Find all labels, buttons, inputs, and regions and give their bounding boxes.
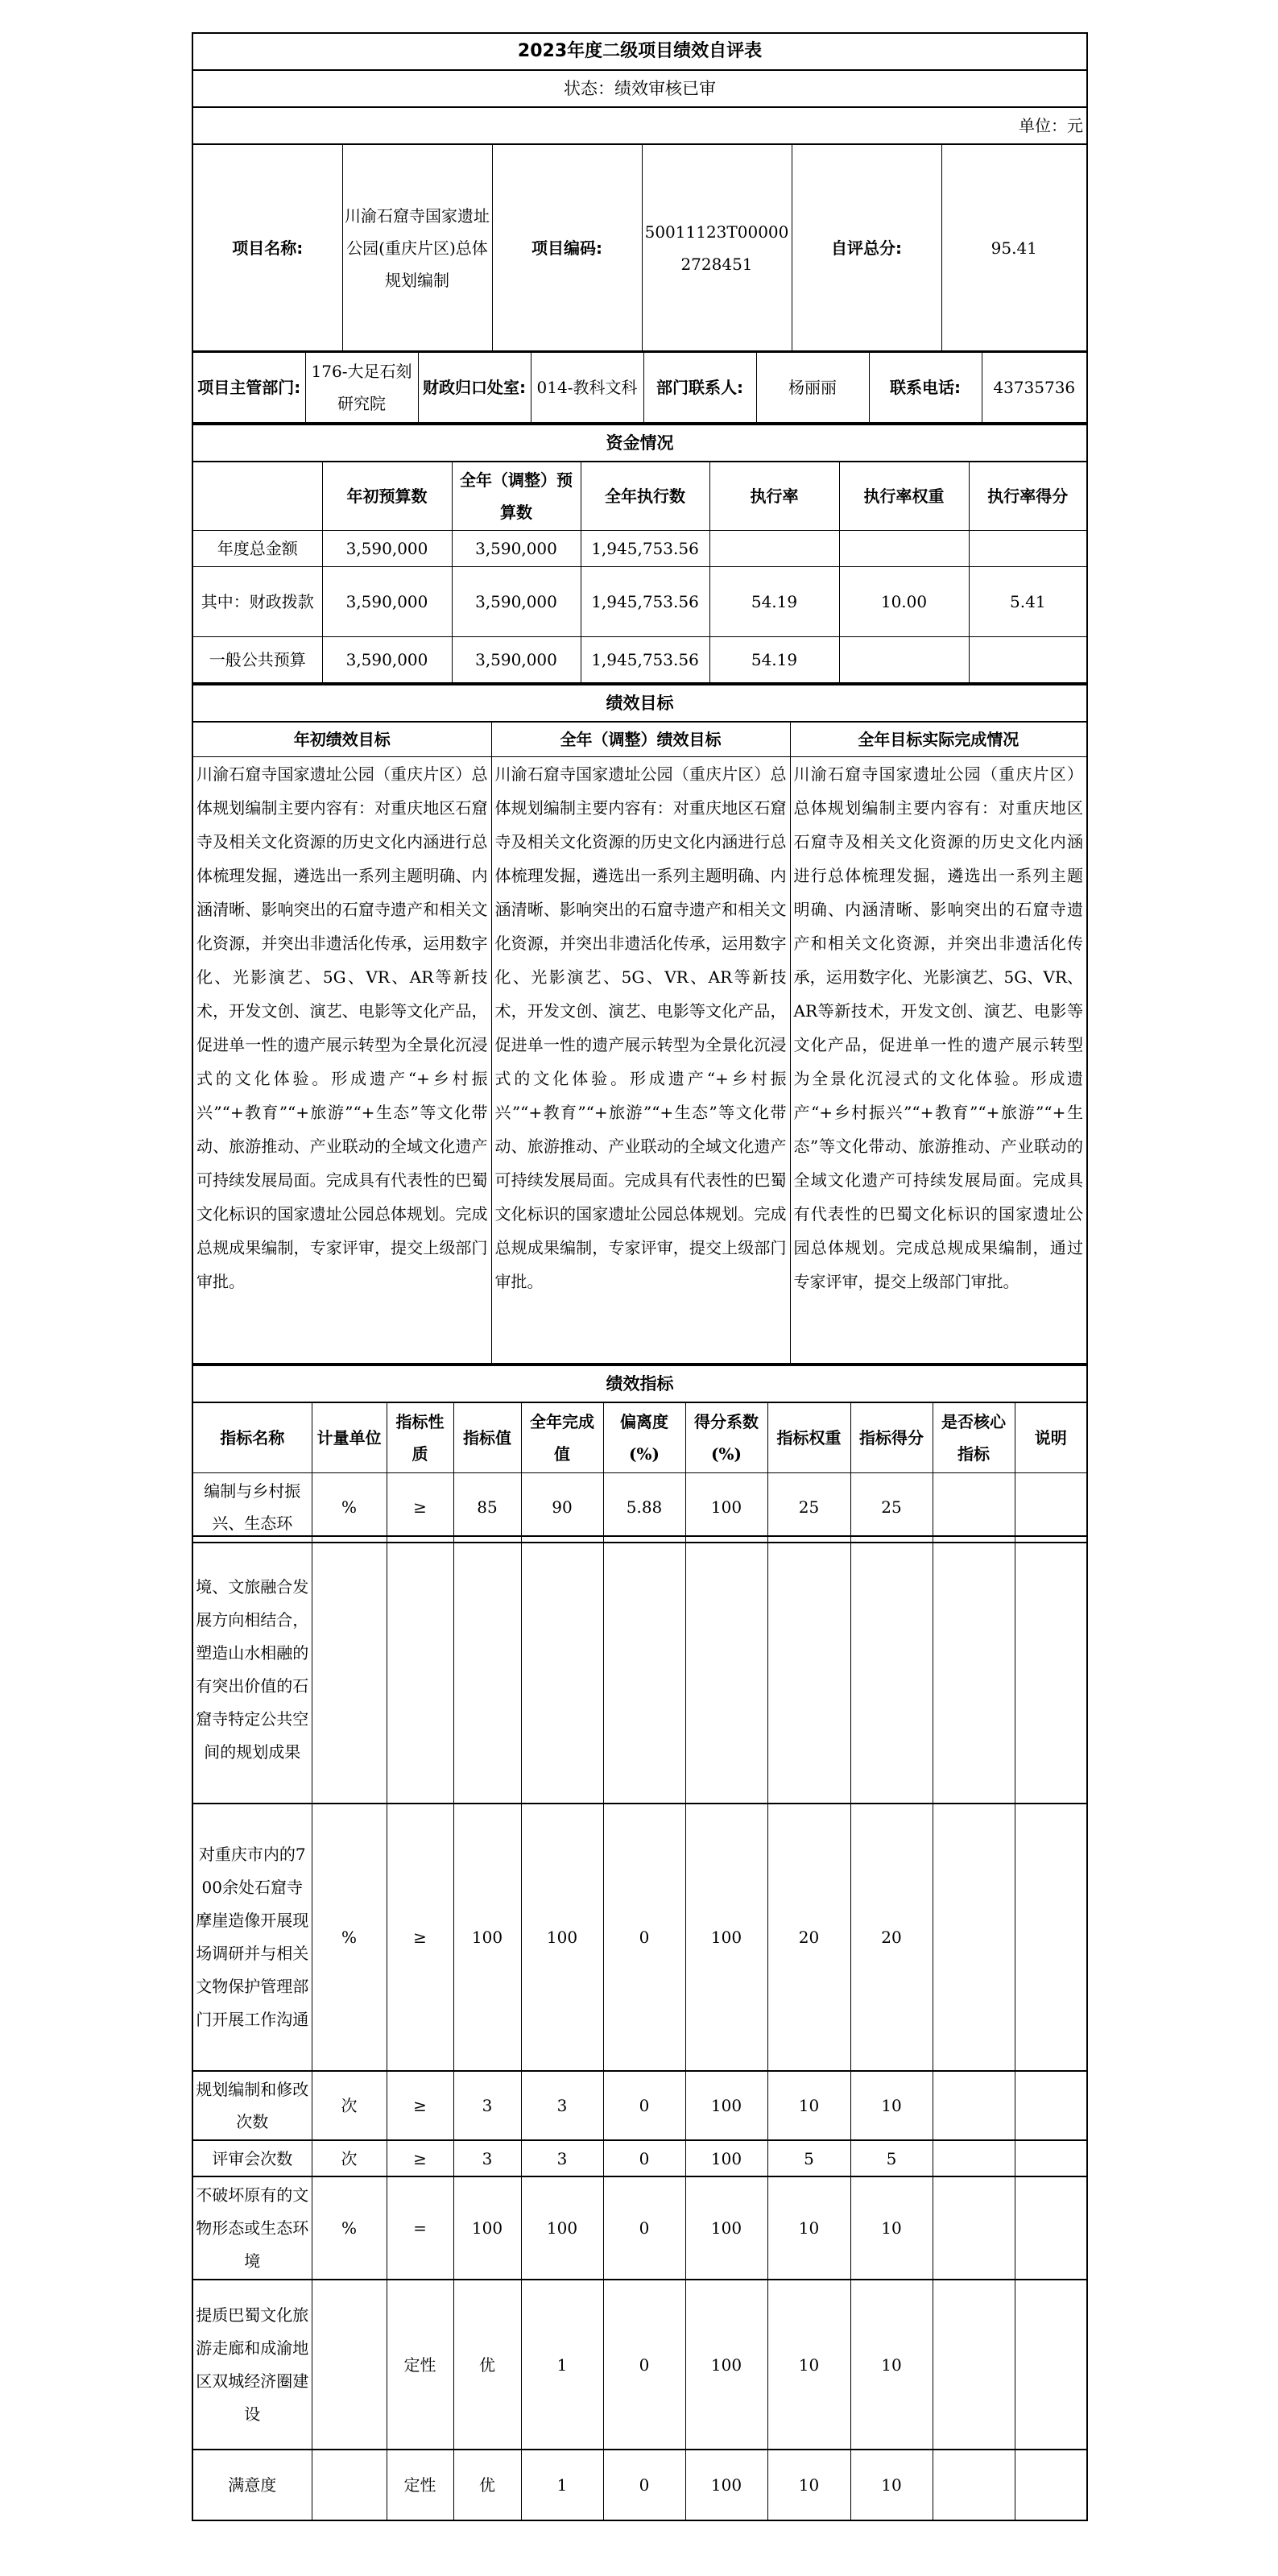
indicator-nature: 定性 (387, 2280, 453, 2450)
indicator-unit: % (312, 1804, 387, 2071)
indicator-deviation: 0 (603, 2071, 685, 2140)
indicator-nature: 定性 (387, 2450, 453, 2520)
goals-col-adjusted: 全年（调整）绩效目标 (491, 722, 790, 757)
indicators-section-title: 绩效指标 (192, 1365, 1087, 1402)
indicator-weight: 5 (767, 2140, 850, 2176)
indicator-core (933, 1804, 1015, 2071)
finance-office-label: 财政归口处室: (418, 353, 531, 423)
indicator-unit: % (312, 2176, 387, 2280)
indicator-weight: 10 (767, 2071, 850, 2140)
indicator-unit (312, 2280, 387, 2450)
indicator-note (1015, 2280, 1087, 2450)
indicator-weight: 10 (767, 2450, 850, 2520)
indicator-row (192, 1473, 1087, 1543)
indicator-name: 评审会次数 (192, 2140, 312, 2176)
finance-office-value: 014-教科文科 (531, 353, 643, 423)
indicator-core (933, 2140, 1015, 2176)
indicator-actual (521, 1536, 603, 1804)
indicator-deviation: 0 (603, 2140, 685, 2176)
indicator-row (192, 2280, 1087, 2450)
self-score-value: 95.41 (941, 144, 1087, 351)
goals-col-initial: 年初绩效目标 (192, 722, 491, 757)
indicator-weight: 20 (767, 1804, 850, 2071)
indicator-weight: 10 (767, 2176, 850, 2280)
funds-col-header: 执行率 (709, 462, 839, 531)
indicator-target: 优 (453, 2280, 521, 2450)
funds-col-header: 全年执行数 (581, 462, 709, 531)
indicator-note (1015, 2450, 1087, 2520)
indicator-nature: ≥ (387, 2071, 453, 2140)
funds-table (192, 424, 1088, 684)
indicator-score: 10 (850, 2176, 933, 2280)
indicator-deviation: 5.88 (603, 1473, 685, 1543)
indicator-actual: 3 (521, 2140, 603, 2176)
project-name-value: 川渝石窟寺国家遗址公园(重庆片区)总体规划编制 (342, 144, 492, 351)
indicator-note (1015, 2176, 1087, 2280)
indicator-weight: 10 (767, 2280, 850, 2450)
funds-row (192, 637, 1087, 683)
funds-rate (709, 531, 839, 567)
indicator-col-header: 指标值 (453, 1402, 521, 1473)
indicator-nature: ≥ (387, 1804, 453, 2071)
indicator-nature: ≥ (387, 1473, 453, 1543)
department-table (192, 352, 1088, 424)
unit-label: 单位：元 (192, 107, 1087, 144)
funds-initial: 3,590,000 (322, 567, 452, 637)
indicator-coef: 100 (685, 1804, 767, 2071)
indicator-col-header: 说明 (1015, 1402, 1087, 1473)
funds-weight: 10.00 (839, 567, 969, 637)
indicator-coef: 100 (685, 2450, 767, 2520)
dept-label: 项目主管部门: (192, 353, 305, 423)
indicator-core (933, 2450, 1015, 2520)
indicator-nature: ≥ (387, 2140, 453, 2176)
indicator-name: 不破坏原有的文物形态或生态环境 (192, 2176, 312, 2280)
project-code-value: 50011123T000002728451 (642, 144, 792, 351)
indicator-coef: 100 (685, 2280, 767, 2450)
indicator-score: 10 (850, 2071, 933, 2140)
indicator-core (933, 1473, 1015, 1543)
funds-adjusted: 3,590,000 (452, 567, 581, 637)
indicator-actual: 1 (521, 2280, 603, 2450)
indicator-note (1015, 2071, 1087, 2140)
indicator-core (933, 2280, 1015, 2450)
indicator-unit (312, 2450, 387, 2520)
indicator-col-header: 指标名称 (192, 1402, 312, 1473)
indicator-note (1015, 1473, 1087, 1543)
indicator-coef: 100 (685, 2140, 767, 2176)
indicator-note (1015, 2140, 1087, 2176)
indicator-row (192, 1536, 1087, 1804)
indicator-name: 提质巴蜀文化旅游走廊和成渝地区双城经济圈建设 (192, 2280, 312, 2450)
indicator-col-header: 是否核心指标 (933, 1402, 1015, 1473)
indicator-name: 满意度 (192, 2450, 312, 2520)
indicator-name: 编制与乡村振兴、生态环 (192, 1473, 312, 1543)
funds-row (192, 531, 1087, 567)
indicator-coef: 100 (685, 2176, 767, 2280)
indicator-row (192, 2176, 1087, 2280)
page-title: 2023年度二级项目绩效自评表 (192, 33, 1087, 70)
funds-row-label: 一般公共预算 (192, 637, 322, 683)
indicator-core (933, 1536, 1015, 1804)
indicator-col-header: 得分系数(%) (685, 1402, 767, 1473)
indicators-table-part-1 (192, 1365, 1088, 1543)
indicator-deviation (603, 1536, 685, 1804)
indicator-deviation: 0 (603, 2176, 685, 2280)
funds-col-header (192, 462, 322, 531)
status-text: 状态：绩效审核已审 (192, 70, 1087, 107)
indicator-target: 3 (453, 2071, 521, 2140)
indicator-score: 10 (850, 2450, 933, 2520)
funds-executed: 1,945,753.56 (581, 531, 709, 567)
indicator-unit: 次 (312, 2071, 387, 2140)
funds-col-header: 全年（调整）预算数 (452, 462, 581, 531)
self-score-label: 自评总分: (792, 144, 941, 351)
funds-weight (839, 531, 969, 567)
funds-initial: 3,590,000 (322, 531, 452, 567)
indicator-row (192, 2450, 1087, 2520)
phone-value: 43735736 (982, 353, 1087, 423)
header-table (192, 32, 1088, 352)
evaluation-sheet-page-1 (192, 32, 1086, 1543)
indicator-target (453, 1536, 521, 1804)
funds-weight (839, 637, 969, 683)
indicator-col-header: 全年完成值 (521, 1402, 603, 1473)
goal-actual-text: 川渝石窟寺国家遗址公园（重庆片区）总体规划编制主要内容有：对重庆地区石窟寺及相关文化资源的历史文化内涵进行总体梳理发掘，遴选出一系列主题明确、内涵清晰、影响突出的石窟寺遗产和相关文化资源，并突出非遗活化传承，运用数字化、光影演艺、5G、VR、AR等新技术，开发文创、演艺、电影等文化产品，促进单一性的遗产展示转型为全景化沉浸式的文化体验。形成遗产“+乡村振兴”“+教育”“+旅游”“+生态”等文化带动、旅游推动、产业联动的全域文化遗产可持续发展局面。完成具有代表性的巴蜀文化标识的国家遗址公园总体规划。完成总规成果编制，通过专家评审，提交上级部门审批。 (790, 757, 1087, 1364)
indicator-deviation: 0 (603, 2450, 685, 2520)
indicator-unit (312, 1536, 387, 1804)
goal-initial-text: 川渝石窟寺国家遗址公园（重庆片区）总体规划编制主要内容有：对重庆地区石窟寺及相关文化资源的历史文化内涵进行总体梳理发掘，遴选出一系列主题明确、内涵清晰、影响突出的石窟寺遗产和相关文化资源，并突出非遗活化传承，运用数字化、光影演艺、5G、VR、AR等新技术，开发文创、演艺、电影等文化产品，促进单一性的遗产展示转型为全景化沉浸式的文化体验。形成遗产“+乡村振兴”“+教育”“+旅游”“+生态”等文化带动、旅游推动、产业联动的全域文化遗产可持续发展局面。完成具有代表性的巴蜀文化标识的国家遗址公园总体规划。完成总规成果编制，专家评审，提交上级部门审批。 (192, 757, 491, 1364)
funds-section-title: 资金情况 (192, 425, 1087, 462)
indicator-row (192, 2071, 1087, 2140)
dept-value: 176-大足石刻研究院 (305, 353, 418, 423)
indicators-table-part-2 (192, 1535, 1088, 2521)
indicator-unit: % (312, 1473, 387, 1543)
indicator-target: 100 (453, 1804, 521, 2071)
indicator-col-header: 偏离度(%) (603, 1402, 685, 1473)
indicator-actual: 3 (521, 2071, 603, 2140)
funds-score (969, 531, 1087, 567)
indicator-col-header: 指标性质 (387, 1402, 453, 1473)
funds-row (192, 567, 1087, 637)
goals-col-actual: 全年目标实际完成情况 (790, 722, 1087, 757)
project-name-label: 项目名称: (192, 144, 342, 351)
evaluation-sheet-page-2 (192, 1535, 1086, 2521)
indicator-coef: 100 (685, 1473, 767, 1543)
funds-score (969, 637, 1087, 683)
goals-table (192, 684, 1088, 1365)
indicator-score (850, 1536, 933, 1804)
indicator-col-header: 指标权重 (767, 1402, 850, 1473)
indicator-note (1015, 1804, 1087, 2071)
indicator-deviation: 0 (603, 2280, 685, 2450)
indicator-deviation: 0 (603, 1804, 685, 2071)
contact-label: 部门联系人: (643, 353, 756, 423)
indicator-target: 85 (453, 1473, 521, 1543)
indicator-name: 对重庆市内的700余处石窟寺摩崖造像开展现场调研并与相关文物保护管理部门开展工作沟通 (192, 1804, 312, 2071)
funds-score: 5.41 (969, 567, 1087, 637)
indicator-score: 10 (850, 2280, 933, 2450)
funds-rate: 54.19 (709, 637, 839, 683)
indicator-actual: 100 (521, 1804, 603, 2071)
funds-row-label: 年度总金额 (192, 531, 322, 567)
indicator-row (192, 2140, 1087, 2176)
indicator-target: 3 (453, 2140, 521, 2176)
indicator-col-header: 指标得分 (850, 1402, 933, 1473)
indicator-coef: 100 (685, 2071, 767, 2140)
funds-rate: 54.19 (709, 567, 839, 637)
indicator-name: 境、文旅融合发展方向相结合，塑造山水相融的有突出价值的石窟寺特定公共空间的规划成果 (192, 1536, 312, 1804)
contact-value: 杨丽丽 (756, 353, 869, 423)
funds-initial: 3,590,000 (322, 637, 452, 683)
indicator-score: 25 (850, 1473, 933, 1543)
indicator-actual: 90 (521, 1473, 603, 1543)
indicator-score: 5 (850, 2140, 933, 2176)
indicator-target: 优 (453, 2450, 521, 2520)
indicator-nature (387, 1536, 453, 1804)
indicator-name: 规划编制和修改次数 (192, 2071, 312, 2140)
indicator-nature: = (387, 2176, 453, 2280)
indicator-col-header: 计量单位 (312, 1402, 387, 1473)
phone-label: 联系电话: (869, 353, 982, 423)
indicator-core (933, 2176, 1015, 2280)
indicator-unit: 次 (312, 2140, 387, 2176)
indicator-actual: 100 (521, 2176, 603, 2280)
goals-section-title: 绩效目标 (192, 685, 1087, 722)
indicator-actual: 1 (521, 2450, 603, 2520)
indicator-target: 100 (453, 2176, 521, 2280)
indicator-core (933, 2071, 1015, 2140)
funds-executed: 1,945,753.56 (581, 637, 709, 683)
funds-executed: 1,945,753.56 (581, 567, 709, 637)
indicator-weight: 25 (767, 1473, 850, 1543)
goal-adjusted-text: 川渝石窟寺国家遗址公园（重庆片区）总体规划编制主要内容有：对重庆地区石窟寺及相关文化资源的历史文化内涵进行总体梳理发掘，遴选出一系列主题明确、内涵清晰、影响突出的石窟寺遗产和相关文化资源，并突出非遗活化传承，运用数字化、光影演艺、5G、VR、AR等新技术，开发文创、演艺、电影等文化产品，促进单一性的遗产展示转型为全景化沉浸式的文化体验。形成遗产“+乡村振兴”“+教育”“+旅游”“+生态”等文化带动、旅游推动、产业联动的全域文化遗产可持续发展局面。完成具有代表性的巴蜀文化标识的国家遗址公园总体规划。完成总规成果编制，专家评审，提交上级部门审批。 (491, 757, 790, 1364)
funds-adjusted: 3,590,000 (452, 531, 581, 567)
indicator-score: 20 (850, 1804, 933, 2071)
funds-col-header: 年初预算数 (322, 462, 452, 531)
funds-row-label: 其中：财政拨款 (192, 567, 322, 637)
indicator-note (1015, 1536, 1087, 1804)
project-code-label: 项目编码: (492, 144, 642, 351)
indicator-weight (767, 1536, 850, 1804)
funds-col-header: 执行率得分 (969, 462, 1087, 531)
funds-col-header: 执行率权重 (839, 462, 969, 531)
funds-adjusted: 3,590,000 (452, 637, 581, 683)
indicator-row (192, 1804, 1087, 2071)
indicator-coef (685, 1536, 767, 1804)
